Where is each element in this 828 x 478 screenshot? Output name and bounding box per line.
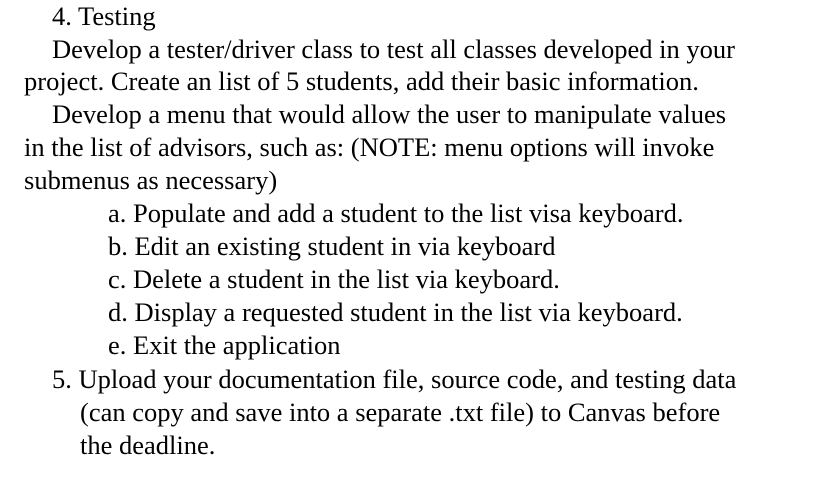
menu-paragraph-line: submenus as necessary) xyxy=(24,165,278,195)
upload-instruction-line: 5. Upload your documentation file, source code, and testing data xyxy=(52,364,737,394)
section-heading-testing: 4. Testing xyxy=(52,1,156,31)
menu-option-exit: e. Exit the application xyxy=(108,330,341,360)
upload-instruction-line: the deadline. xyxy=(80,430,216,460)
menu-option-populate: a. Populate and add a student to the list visa keyboard. xyxy=(108,198,684,228)
menu-paragraph-line: in the list of advisors, such as: (NOTE: menu options will invoke xyxy=(24,132,715,162)
upload-instruction-line: (can copy and save into a separate .txt file) to Canvas before xyxy=(80,397,721,427)
testing-paragraph-line: project. Create an list of 5 students, add their basic information. xyxy=(24,66,699,96)
menu-option-display: d. Display a requested student in the list via keyboard. xyxy=(108,297,683,327)
menu-paragraph-line: Develop a menu that would allow the user to manipulate values xyxy=(52,99,727,129)
menu-option-delete: c. Delete a student in the list via keyboard. xyxy=(108,264,560,294)
testing-paragraph-line: Develop a tester/driver class to test all classes developed in your xyxy=(52,34,735,64)
menu-option-edit: b. Edit an existing student in via keyboard xyxy=(108,231,556,261)
